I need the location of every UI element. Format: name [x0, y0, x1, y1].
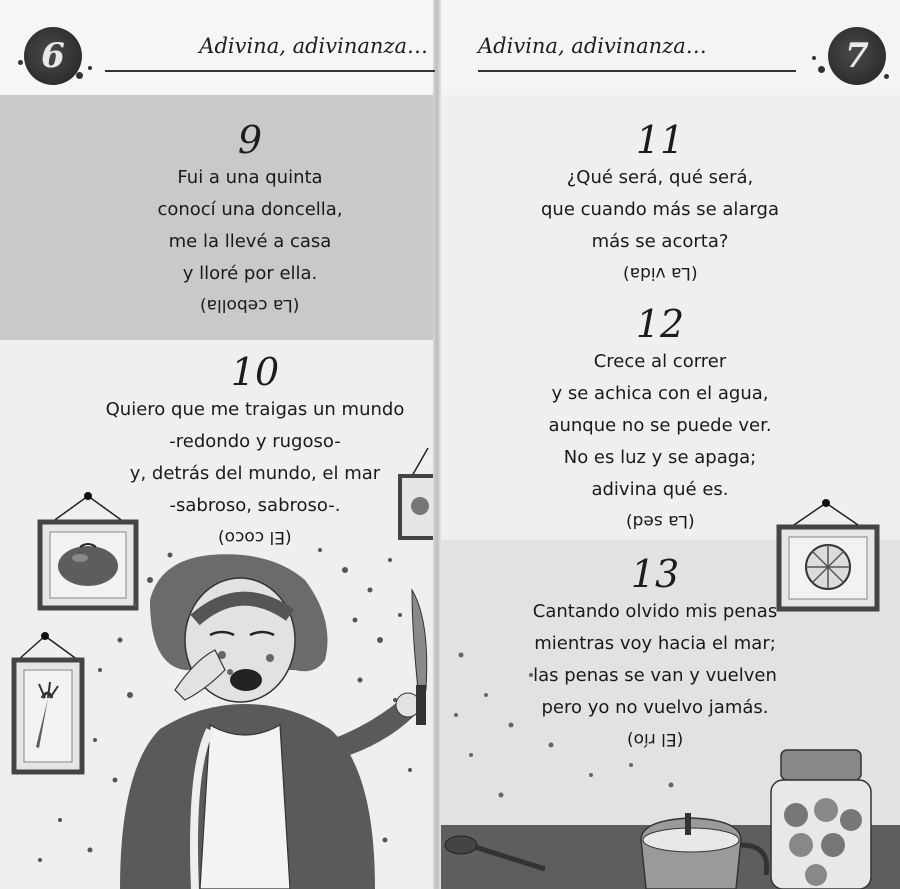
crying-woman-illustration: [0, 440, 433, 889]
riddle-line: me la llevé a casa: [168, 231, 332, 252]
left-page-number-badge: [24, 27, 82, 85]
ink-splat: [76, 72, 83, 79]
riddle-line: mientras voy hacia el mar;: [534, 633, 776, 654]
ink-splat: [818, 66, 825, 73]
water-droplets: [454, 653, 674, 798]
riddle-line: conocí una doncella,: [157, 199, 343, 220]
ink-splat: [18, 60, 23, 65]
riddle-line: las penas se van y vuelven: [533, 665, 777, 686]
riddle-line: Crece al correr: [593, 351, 727, 372]
crying-woman: [120, 554, 420, 889]
ink-splat: [812, 56, 816, 60]
left-header-title: Adivina, adivinanza…: [199, 34, 428, 58]
riddle-line: -sabroso, sabroso-.: [169, 495, 341, 516]
riddle-line: que cuando más se alarga: [541, 199, 779, 220]
riddle-line: No es luz y se apaga;: [563, 447, 757, 468]
right-page-number: 7: [845, 36, 869, 76]
right-header-title: Adivina, adivinanza…: [478, 34, 707, 58]
left-page-number: 6: [41, 36, 65, 76]
riddle-number: 13: [630, 552, 680, 596]
kitchen-illustration: [441, 495, 900, 889]
riddle-line: aunque no se puede ver.: [548, 415, 772, 436]
riddle-line: -redondo y rugoso-: [169, 431, 341, 452]
riddle-answer-upside-down: (El río): [626, 729, 684, 749]
riddle-line: más se acorta?: [591, 231, 729, 252]
riddle-number: 10: [230, 350, 280, 394]
framed-flower-picture: [400, 448, 433, 538]
riddle-answer-upside-down: (La vida): [622, 263, 698, 283]
riddle-line: y, detrás del mundo, el mar: [129, 463, 381, 484]
ink-splat: [88, 66, 92, 70]
riddle-answer-upside-down: (El coco): [218, 527, 292, 547]
riddle-line: ¿Qué será, qué será,: [566, 167, 754, 188]
riddle-line: Quiero que me traigas un mundo: [105, 399, 405, 420]
riddle-answer-upside-down: (La sed): [625, 511, 695, 531]
riddle-11: [500, 118, 820, 288]
framed-tomato-picture: [40, 492, 136, 608]
riddle-line: adivina qué es.: [591, 479, 729, 500]
book-gutter: [433, 0, 441, 889]
right-page-number-badge: [828, 27, 886, 85]
riddle-line: y lloré por ella.: [182, 263, 318, 284]
riddle-line: Cantando olvido mis penas: [532, 601, 778, 622]
cookie-jar: [771, 750, 871, 889]
riddle-number: 12: [635, 302, 685, 346]
riddle-line: Fui a una quinta: [177, 167, 323, 188]
left-header-rule: [105, 70, 435, 72]
riddle-number: 11: [635, 118, 685, 162]
riddle-number: 9: [237, 118, 263, 162]
riddle-9: [90, 118, 410, 320]
framed-lemon-picture: [779, 499, 877, 609]
riddle-line: y se achica con el agua,: [551, 383, 769, 404]
right-header-rule: [478, 70, 796, 72]
framed-carrot-picture: [14, 632, 82, 772]
riddle-answer-upside-down: (La cebolla): [200, 295, 300, 315]
ink-splat: [884, 74, 889, 79]
riddle-line: pero yo no vuelvo jamás.: [541, 697, 769, 718]
